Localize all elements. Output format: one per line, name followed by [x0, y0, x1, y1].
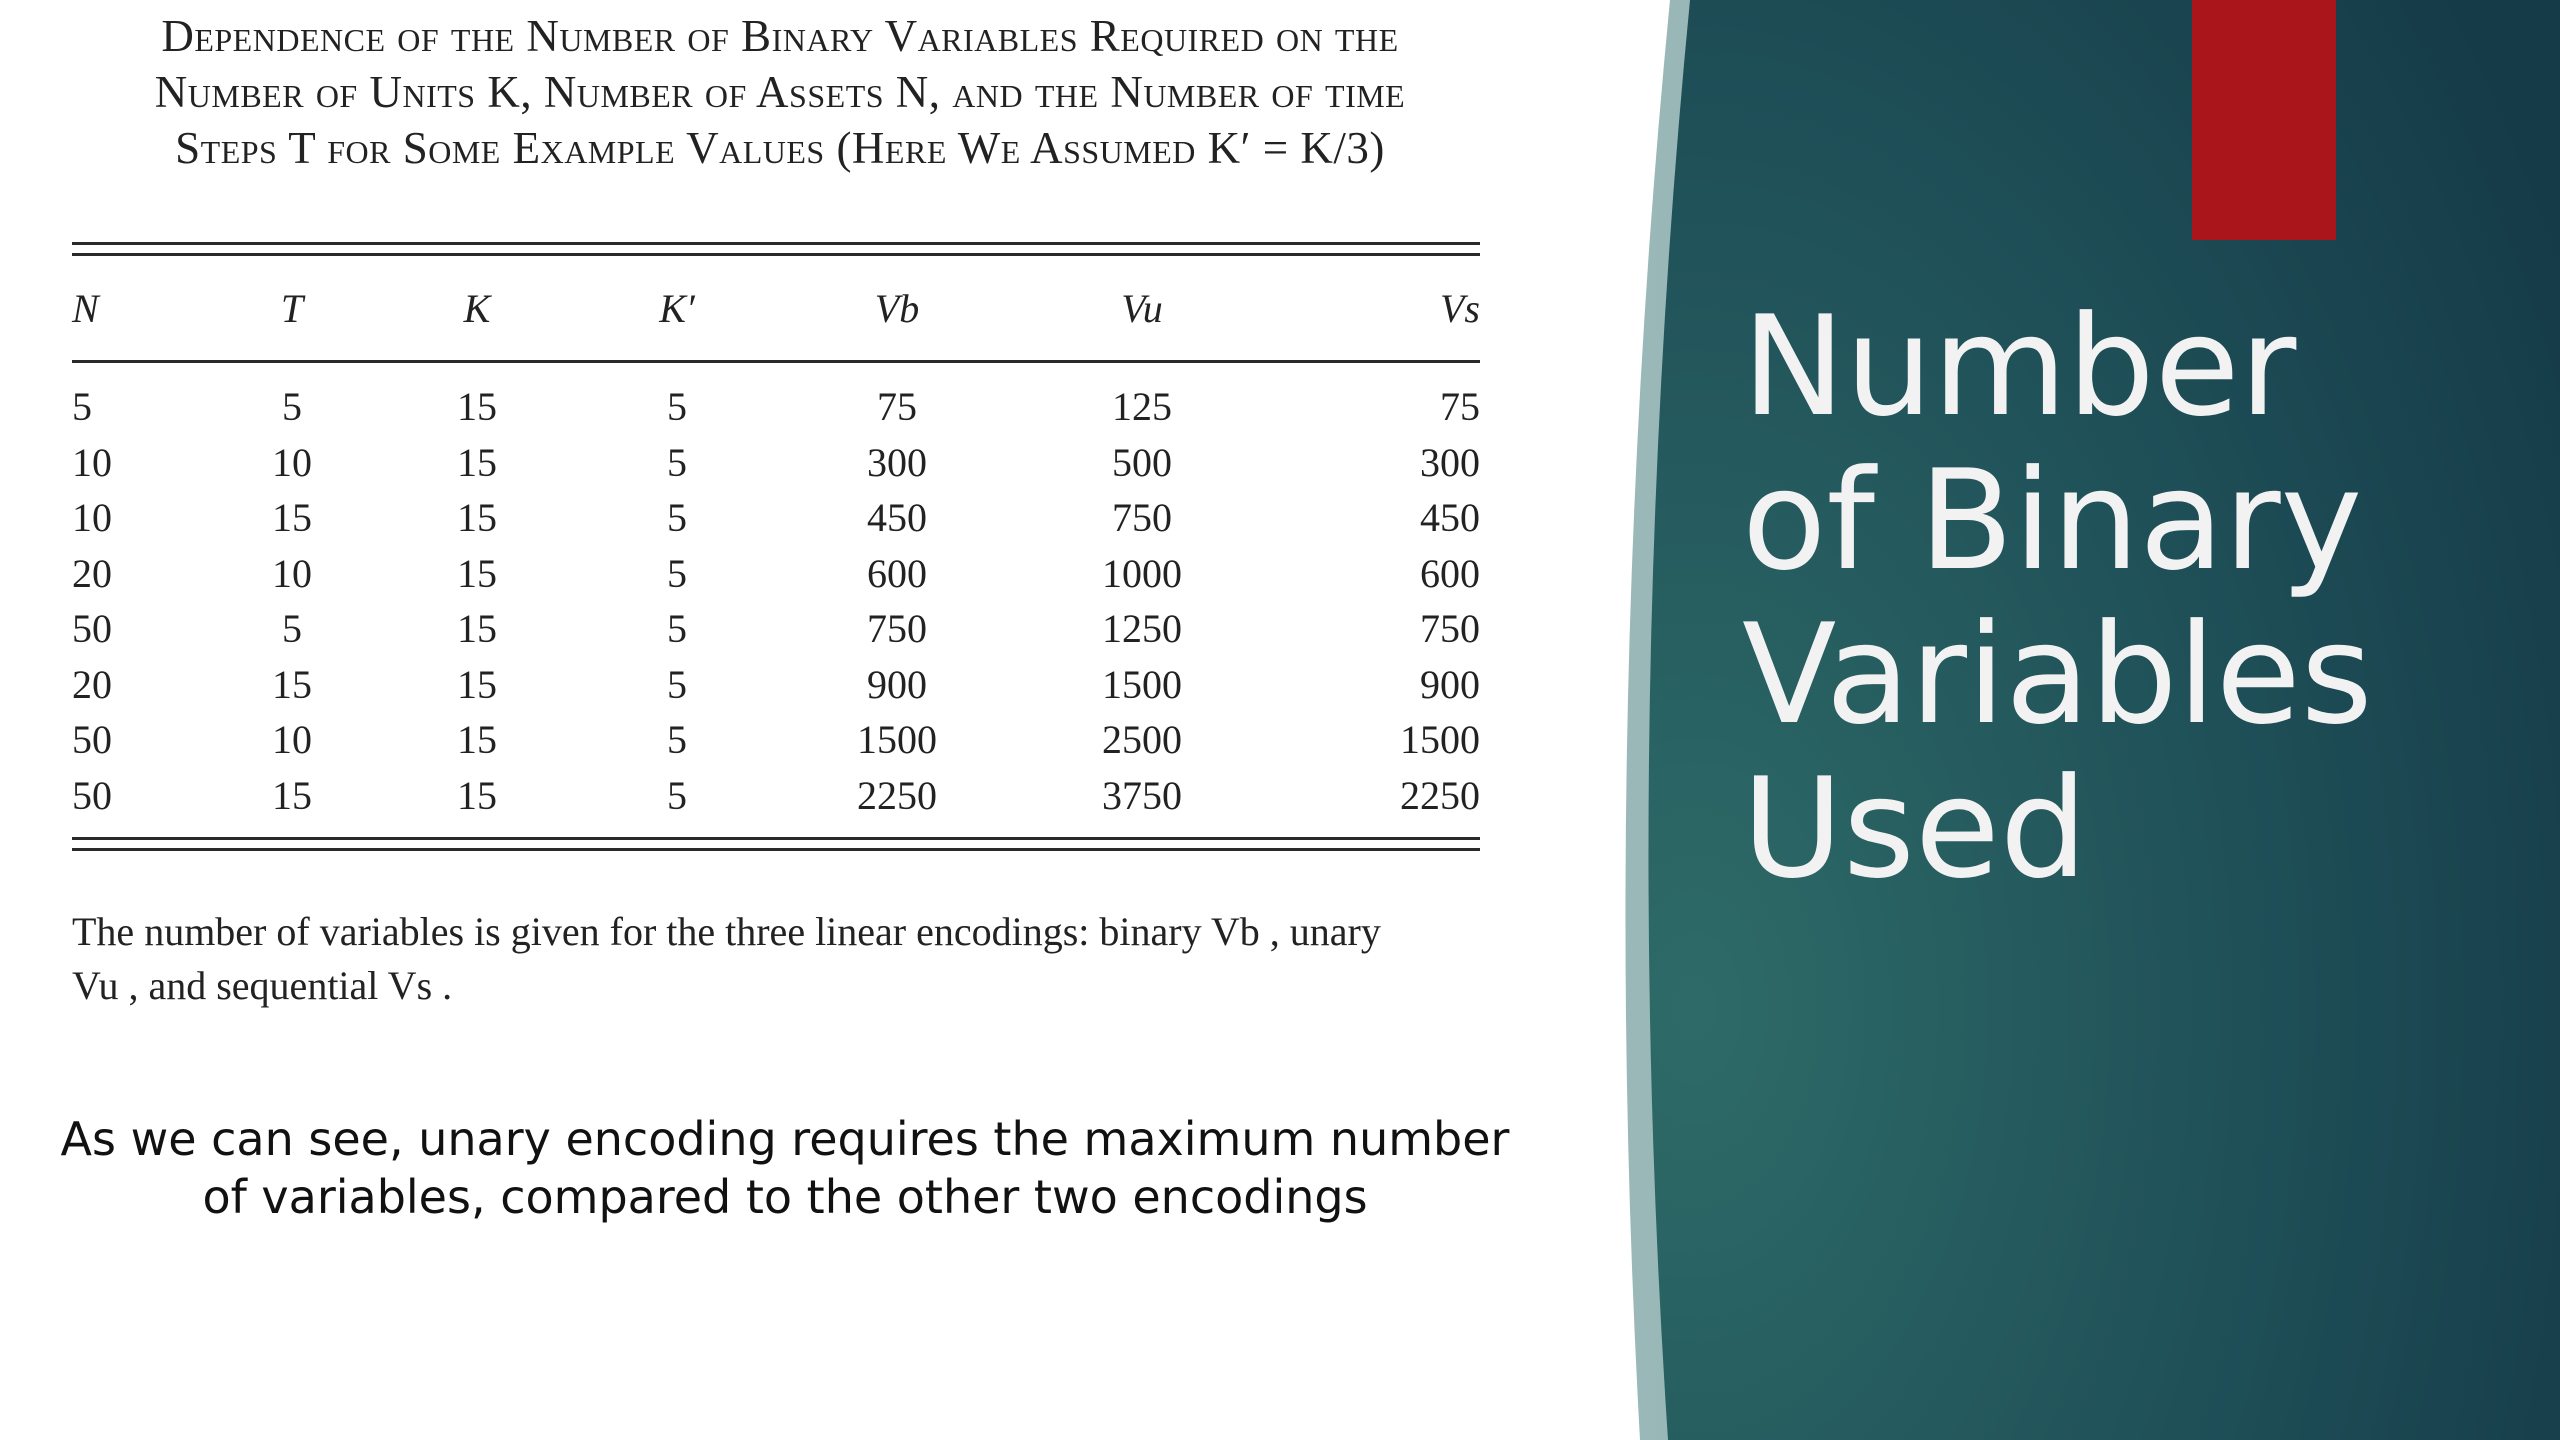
cell-vu: 1000 [1102, 550, 1182, 596]
header-vb: Vb [874, 285, 920, 331]
cell-k-prime: 5 [667, 717, 687, 763]
cell-t: 5 [282, 384, 302, 430]
cell-vs: 1500 [1400, 717, 1480, 763]
cell-k-prime: 5 [667, 661, 687, 707]
cell-k: 15 [457, 717, 497, 763]
table-row [72, 490, 1480, 546]
table-header-row [72, 256, 1480, 360]
cell-n: 10 [72, 439, 112, 485]
accent-red-tab [2192, 0, 2336, 240]
cell-t: 10 [272, 550, 312, 596]
cell-k: 15 [457, 550, 497, 596]
cell-vb: 900 [867, 661, 927, 707]
cell-t: 10 [272, 717, 312, 763]
table-note-line-1: The number of variables is given for the three linear encodings: binary Vb , unary [72, 909, 1381, 954]
table-note [72, 905, 1492, 1013]
cell-vu: 1500 [1102, 661, 1182, 707]
cell-n: 50 [72, 717, 112, 763]
header-vs: Vs [1440, 285, 1480, 331]
cell-vu: 3750 [1102, 772, 1182, 818]
cell-vb: 450 [867, 495, 927, 541]
slide-title [1742, 286, 2502, 909]
cell-vs: 300 [1420, 439, 1480, 485]
table-note-line-2: Vu , and sequential Vs . [72, 963, 453, 1008]
cell-vs: 75 [1440, 384, 1480, 430]
table-row [72, 546, 1480, 602]
cell-k: 15 [457, 384, 497, 430]
cell-k-prime: 5 [667, 550, 687, 596]
cell-t: 15 [272, 495, 312, 541]
cell-vb: 1500 [857, 717, 937, 763]
cell-k: 15 [457, 495, 497, 541]
cell-k: 15 [457, 439, 497, 485]
caption-line-3: Steps T for Some Example Values (Here We Assumed K′ = K/3) [175, 123, 1385, 173]
header-k-prime: K′ [659, 285, 695, 331]
table-row [72, 712, 1480, 768]
cell-k-prime: 5 [667, 606, 687, 652]
cell-k-prime: 5 [667, 772, 687, 818]
cell-vb: 75 [877, 384, 917, 430]
slide-title-line-3: Variables [1742, 594, 2373, 755]
cell-vs: 600 [1420, 550, 1480, 596]
table-bottom-rule [72, 837, 1480, 851]
header-n: N [72, 285, 99, 331]
cell-vb: 750 [867, 606, 927, 652]
cell-n: 50 [72, 606, 112, 652]
cell-vs: 900 [1420, 661, 1480, 707]
table-caption [20, 8, 1540, 176]
table-row [72, 768, 1480, 838]
cell-vb: 2250 [857, 772, 937, 818]
slide-title-line-4: Used [1742, 748, 2088, 909]
variables-table [72, 242, 1480, 851]
table-body [72, 363, 1480, 837]
cell-vu: 750 [1112, 495, 1172, 541]
cell-n: 20 [72, 661, 112, 707]
cell-k: 15 [457, 661, 497, 707]
cell-vu: 500 [1112, 439, 1172, 485]
cell-k: 15 [457, 772, 497, 818]
cell-t: 5 [282, 606, 302, 652]
cell-k: 15 [457, 606, 497, 652]
cell-vs: 450 [1420, 495, 1480, 541]
cell-n: 10 [72, 495, 112, 541]
cell-vu: 125 [1112, 384, 1172, 430]
slide-title-line-2: of Binary [1742, 440, 2363, 601]
header-t: T [280, 285, 304, 331]
cell-n: 5 [72, 384, 92, 430]
cell-t: 10 [272, 439, 312, 485]
header-k: K [463, 285, 491, 331]
cell-vs: 750 [1420, 606, 1480, 652]
cell-n: 50 [72, 772, 112, 818]
table-row [72, 657, 1480, 713]
cell-n: 20 [72, 550, 112, 596]
summary-line-1: As we can see, unary encoding requires the maximum number [60, 1112, 1510, 1166]
cell-vu: 2500 [1102, 717, 1182, 763]
cell-k-prime: 5 [667, 495, 687, 541]
cell-t: 15 [272, 772, 312, 818]
cell-k-prime: 5 [667, 384, 687, 430]
cell-vb: 600 [867, 550, 927, 596]
summary-line-2: of variables, compared to the other two encodings [202, 1170, 1368, 1224]
cell-t: 15 [272, 661, 312, 707]
cell-vb: 300 [867, 439, 927, 485]
table-row [72, 435, 1480, 491]
table-row [72, 601, 1480, 657]
header-vu: Vu [1121, 285, 1163, 331]
table-top-rule [72, 242, 1480, 256]
cell-vu: 1250 [1102, 606, 1182, 652]
slide-title-line-1: Number [1742, 286, 2297, 447]
summary-text [20, 1110, 1550, 1226]
cell-k-prime: 5 [667, 439, 687, 485]
cell-vs: 2250 [1400, 772, 1480, 818]
table-row [72, 363, 1480, 435]
caption-line-1: Dependence of the Number of Binary Variables Required on the [161, 11, 1399, 61]
caption-line-2: Number of Units K, Number of Assets N, and the Number of time [154, 67, 1406, 117]
